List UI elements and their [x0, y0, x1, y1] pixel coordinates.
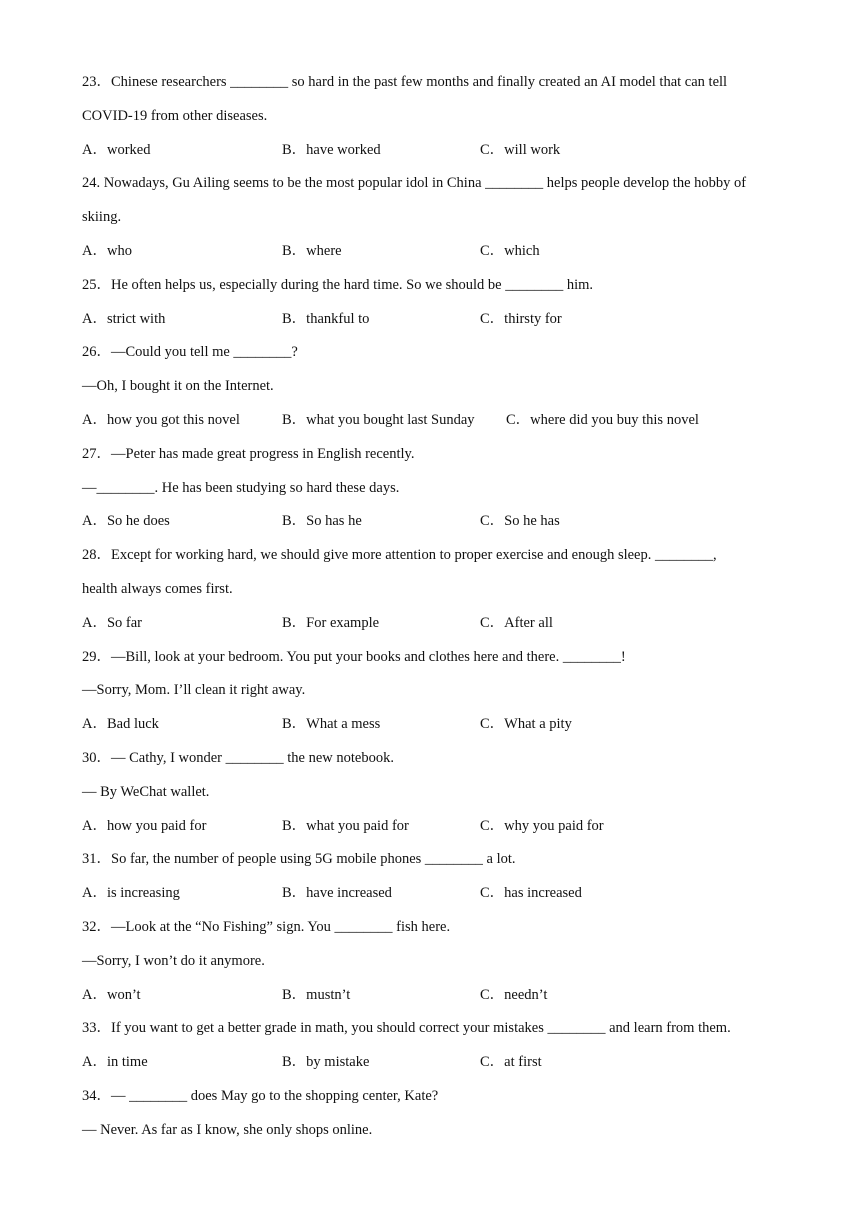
option-b[interactable]: B．thankful to [282, 310, 370, 327]
option-a[interactable]: A．is increasing [82, 885, 180, 902]
option-c[interactable]: C．What a pity [480, 716, 572, 733]
question-line: COVID-19 from other diseases. [82, 107, 268, 124]
question-line: skiing. [82, 209, 122, 226]
option-c[interactable]: C．After all [480, 614, 553, 631]
option-b[interactable]: B．have worked [282, 141, 381, 158]
question-text: 31．So far, the number of people using 5G mobile phones ________ a lot. [82, 851, 516, 868]
option-b[interactable]: B．what you paid for [282, 817, 409, 834]
option-a[interactable]: A．in time [82, 1054, 148, 1071]
question-line: — By WeChat wallet. [82, 783, 210, 800]
option-a[interactable]: A．how you paid for [82, 817, 207, 834]
question-text: 30．— Cathy, I wonder ________ the new notebook. [82, 750, 394, 766]
option-a[interactable]: A．Bad luck [82, 716, 159, 733]
option-c[interactable]: C．has increased [480, 885, 582, 902]
question-text: 24. Nowadays, Gu Ailing seems to be the most popular idol in China ________ helps people develop the hobby of [82, 175, 747, 192]
option-a[interactable]: A．strict with [82, 310, 166, 327]
option-a[interactable]: A．So far [82, 614, 143, 631]
option-b[interactable]: B．what you bought last Sunday [282, 412, 475, 428]
option-b[interactable]: B．For example [282, 614, 380, 631]
question-text: 27．—Peter has made great progress in English recently. [82, 445, 415, 462]
option-c[interactable]: C．thirsty for [480, 310, 562, 327]
question-line: health always comes first. [82, 581, 233, 597]
option-b[interactable]: B．where [282, 243, 342, 259]
option-c[interactable]: C．why you paid for [480, 817, 604, 834]
option-b[interactable]: B．So has he [282, 513, 362, 530]
option-a[interactable]: A．who [82, 243, 132, 259]
option-b[interactable]: B．mustn’t [282, 986, 351, 1003]
question-line: —________. He has been studying so hard these days. [82, 479, 400, 496]
option-a[interactable]: A．won’t [82, 986, 141, 1003]
option-c[interactable]: C．which [480, 243, 540, 259]
question-text: 23．Chinese researchers ________ so hard in the past few months and finally created an AI model that can tell [82, 74, 728, 90]
question-text: 33．If you want to get a better grade in math, you should correct your mistakes ________ and learn from them. [82, 1020, 731, 1037]
question-line: —Sorry, I won’t do it anymore. [82, 952, 265, 969]
option-c[interactable]: C．will work [480, 141, 561, 158]
option-a[interactable]: A．how you got this novel [82, 412, 240, 428]
question-text: 32．—Look at the “No Fishing” sign. You ________ fish here. [82, 919, 451, 935]
question-text: 34．— ________ does May go to the shopping center, Kate? [82, 1088, 439, 1104]
option-b[interactable]: B．What a mess [282, 716, 381, 733]
option-b[interactable]: B．by mistake [282, 1054, 370, 1071]
option-c[interactable]: C．where did you buy this novel [506, 412, 699, 428]
question-text: 25．He often helps us, especially during the hard time. So we should be ________ him. [82, 276, 594, 293]
option-b[interactable]: B．have increased [282, 885, 392, 902]
option-c[interactable]: C．needn’t [480, 986, 548, 1003]
question-line: —Oh, I bought it on the Internet. [82, 378, 274, 395]
question-text: 28．Except for working hard, we should give more attention to proper exercise and enough sleep. ________, [82, 547, 717, 564]
question-line: — Never. As far as I know, she only shops online. [82, 1121, 373, 1138]
option-c[interactable]: C．So he has [480, 513, 560, 530]
option-a[interactable]: A．worked [82, 141, 151, 158]
option-c[interactable]: C．at first [480, 1054, 542, 1071]
option-a[interactable]: A．So he does [82, 513, 170, 530]
question-text: 29．—Bill, look at your bedroom. You put your books and clothes here and there. ________! [82, 648, 626, 665]
question-line: —Sorry, Mom. I’ll clean it right away. [82, 682, 306, 699]
question-text: 26．—Could you tell me ________? [82, 344, 298, 361]
